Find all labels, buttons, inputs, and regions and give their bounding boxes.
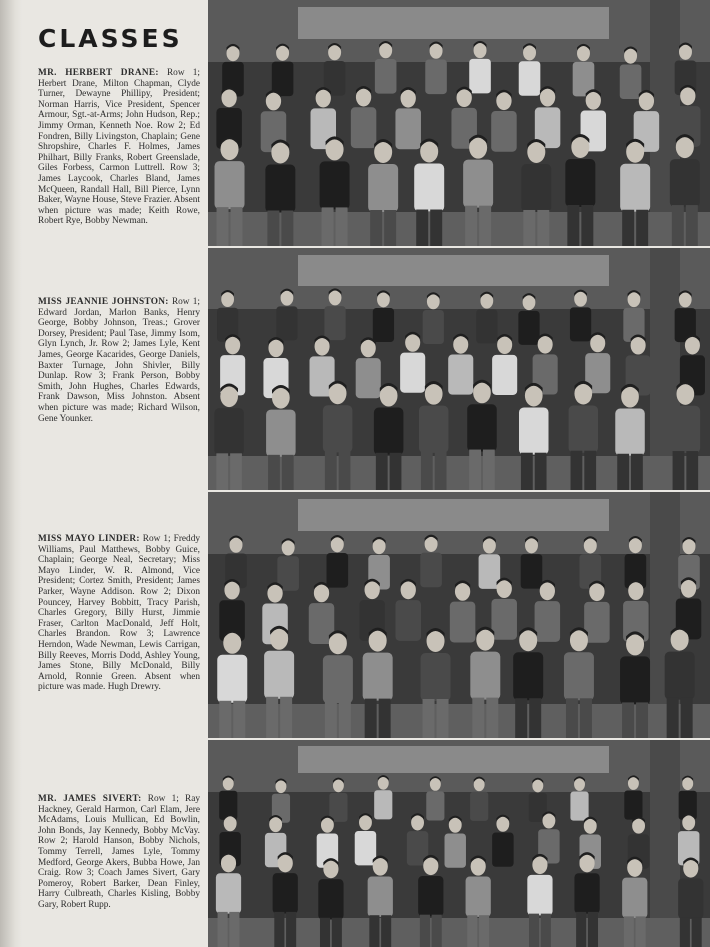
class-photo-johnston (208, 248, 710, 490)
caption-linder (38, 534, 200, 693)
caption-johnston (38, 297, 200, 424)
caption-text: Row 1; Herbert Drane, Milton Chapman, Clyde Turner, Dewayne Phillipy, President; Norman Harris, Vice President, Spencer Armour, Sgt.-at-Arms; John Hudson, Rep.; Jimmy Orman, Kenneth Noe. Row 2; Ed Fondren, Billy Livingston, Chaplain; Gene Shropshire, Charles F. Holmes, James Philhart, Billy Franks, Robert Greenslade, Giles Forbess, Carmon Luttrell. Row 3; James Laycook, Charles Bland, James McQueen, Randall Hall, Bill Pierce, Lynn Baker, Wayne House, Steve Frazier. Absent when picture was made; Keith Rowe, Robert Rye, Bobby Newman. (38, 68, 200, 227)
caption-text: Row 1; Edward Jordan, Marlon Banks, Henry George, Bobby Johnson, Treas.; Grover Dorsey, President; Paul Tase, Jimmy Isom, Glyn Lynch, Jr. Row 2; James Lyle, Kent James, George Kacarides, George Daniels, Baxter Turnage, John Shivler, Billy Dunlap. Row 3; Frank Person, Bobby Smith, John Hughes, Charles Edwards, Frank Dawson, Miss Johnston. Absent when picture was made; Richard Wilson, Gene Younker. (38, 297, 200, 424)
teacher-name: MR. JAMES SIVERT: (38, 794, 142, 804)
caption-text: Row 1; Freddy Williams, Paul Matthews, Bobby Guice, Chaplain; George Neal, Secretary; Miss Mayo Linder, W. R. Almond, Vice President; Cortez Smith, President; James Parker, Wayne Addison. Row 2; Dixon Pouncey, Harvey Bobbitt, Tracy Parish, Charles Gregory, Billy Hurst, Jimmie Fraser, Carlton MacDonald, Jeff Holt, Charles Brandon. Row 3; Lawrence Herndon, Wade Newman, Lewis Carrigan, Billy Reeves, Morris Dodd, Ashley Young, James Stone, Billy McDonald, Billy Arnold, Ronnie Green. Absent when picture was made. Hugh Drewry. (38, 534, 200, 693)
class-photo-linder (208, 492, 710, 738)
caption-sivert (38, 794, 200, 911)
class-photo-sivert (208, 740, 710, 947)
caption-text: Row 1; Ray Hackney, Gerald Harmon, Carl Elam, Jere McAdams, Louis Mullican, Ed Bowlin, John Bonds, Jay Kennedy, Bobby McVay. Row 2; Harold Hanson, Bobby Nichols, Tommy Terrell, James Lyle, Tommy Medford, George Akers, Bubba Howe, Jan Craig. Row 3; Coach James Sivert, Gary Pomeroy, Robert Barker, Dean Finley, Harry Culbreath, Charles Kisling, Bobby Gary, Robert Rupp. (38, 794, 200, 910)
group-photo-johnston (208, 248, 710, 490)
teacher-name: MISS JEANNIE JOHNSTON: (38, 297, 169, 307)
group-photo-drane (208, 0, 710, 246)
teacher-name: MISS MAYO LINDER: (38, 534, 140, 544)
class-photo-drane (208, 0, 710, 246)
page-title: CLASSES (38, 24, 183, 53)
teacher-name: MR. HERBERT DRANE: (38, 68, 159, 78)
group-photo-sivert (208, 740, 710, 947)
page-gutter-shadow (0, 0, 22, 947)
group-photo-linder (208, 492, 710, 738)
caption-drane (38, 68, 200, 227)
